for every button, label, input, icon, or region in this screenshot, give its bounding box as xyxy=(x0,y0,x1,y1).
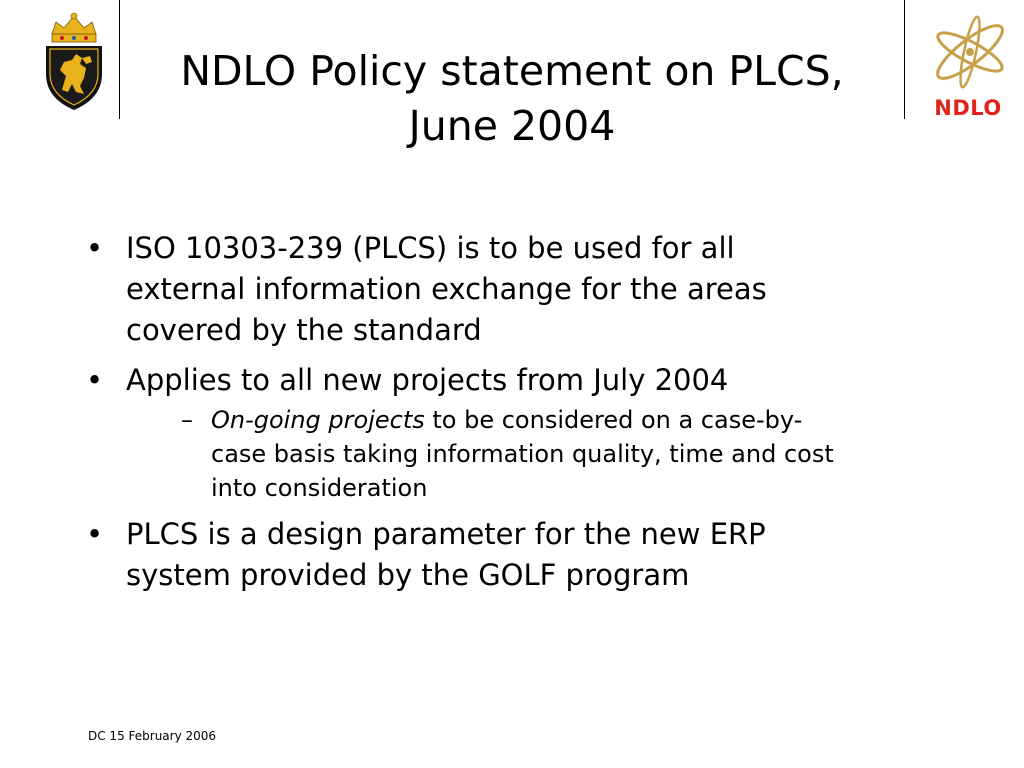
bullet-marker: • xyxy=(86,363,104,397)
sub-bullet-text: to be considered on a case-by- xyxy=(424,406,803,434)
ndlo-logo-text: NDLO xyxy=(934,96,1002,120)
sub-bullet-list xyxy=(126,403,916,505)
header-divider-left xyxy=(119,0,120,119)
sub-bullet-text-line xyxy=(211,403,916,437)
norwegian-armed-forces-crest-icon xyxy=(40,12,108,112)
slide-footer: DC 15 February 2006 xyxy=(88,729,217,743)
sub-bullet-emphasis: On-going projects xyxy=(211,406,425,434)
sub-bullet-text-line: case basis taking information quality, time and cost xyxy=(211,440,834,468)
bullet-item xyxy=(86,360,916,505)
bullet-text-line: external information exchange for the areas xyxy=(126,272,767,306)
slide-title xyxy=(128,44,896,154)
bullet-text-line: covered by the standard xyxy=(126,313,482,347)
bullet-marker: • xyxy=(86,231,104,265)
sub-bullet-item xyxy=(126,403,916,505)
sub-bullet-text-line: into consideration xyxy=(211,474,428,502)
header-divider-right xyxy=(904,0,905,119)
bullet-text-line: ISO 10303-239 (PLCS) is to be used for all xyxy=(126,231,735,265)
sub-bullet-marker: – xyxy=(181,406,193,434)
slide-title-line-2: June 2004 xyxy=(408,102,616,150)
bullet-item xyxy=(86,228,916,351)
bullet-text-line: Applies to all new projects from July 2004 xyxy=(126,363,729,397)
bullet-text-line: system provided by the GOLF program xyxy=(126,558,690,592)
ndlo-atom-logo-icon xyxy=(916,8,1020,94)
bullet-text-line: PLCS is a design parameter for the new ERP xyxy=(126,517,766,551)
bullet-list xyxy=(86,228,916,605)
bullet-marker: • xyxy=(86,517,104,551)
ndlo-logo xyxy=(916,8,1020,120)
slide-title-line-1: NDLO Policy statement on PLCS, xyxy=(180,47,844,95)
bullet-item xyxy=(86,514,916,596)
